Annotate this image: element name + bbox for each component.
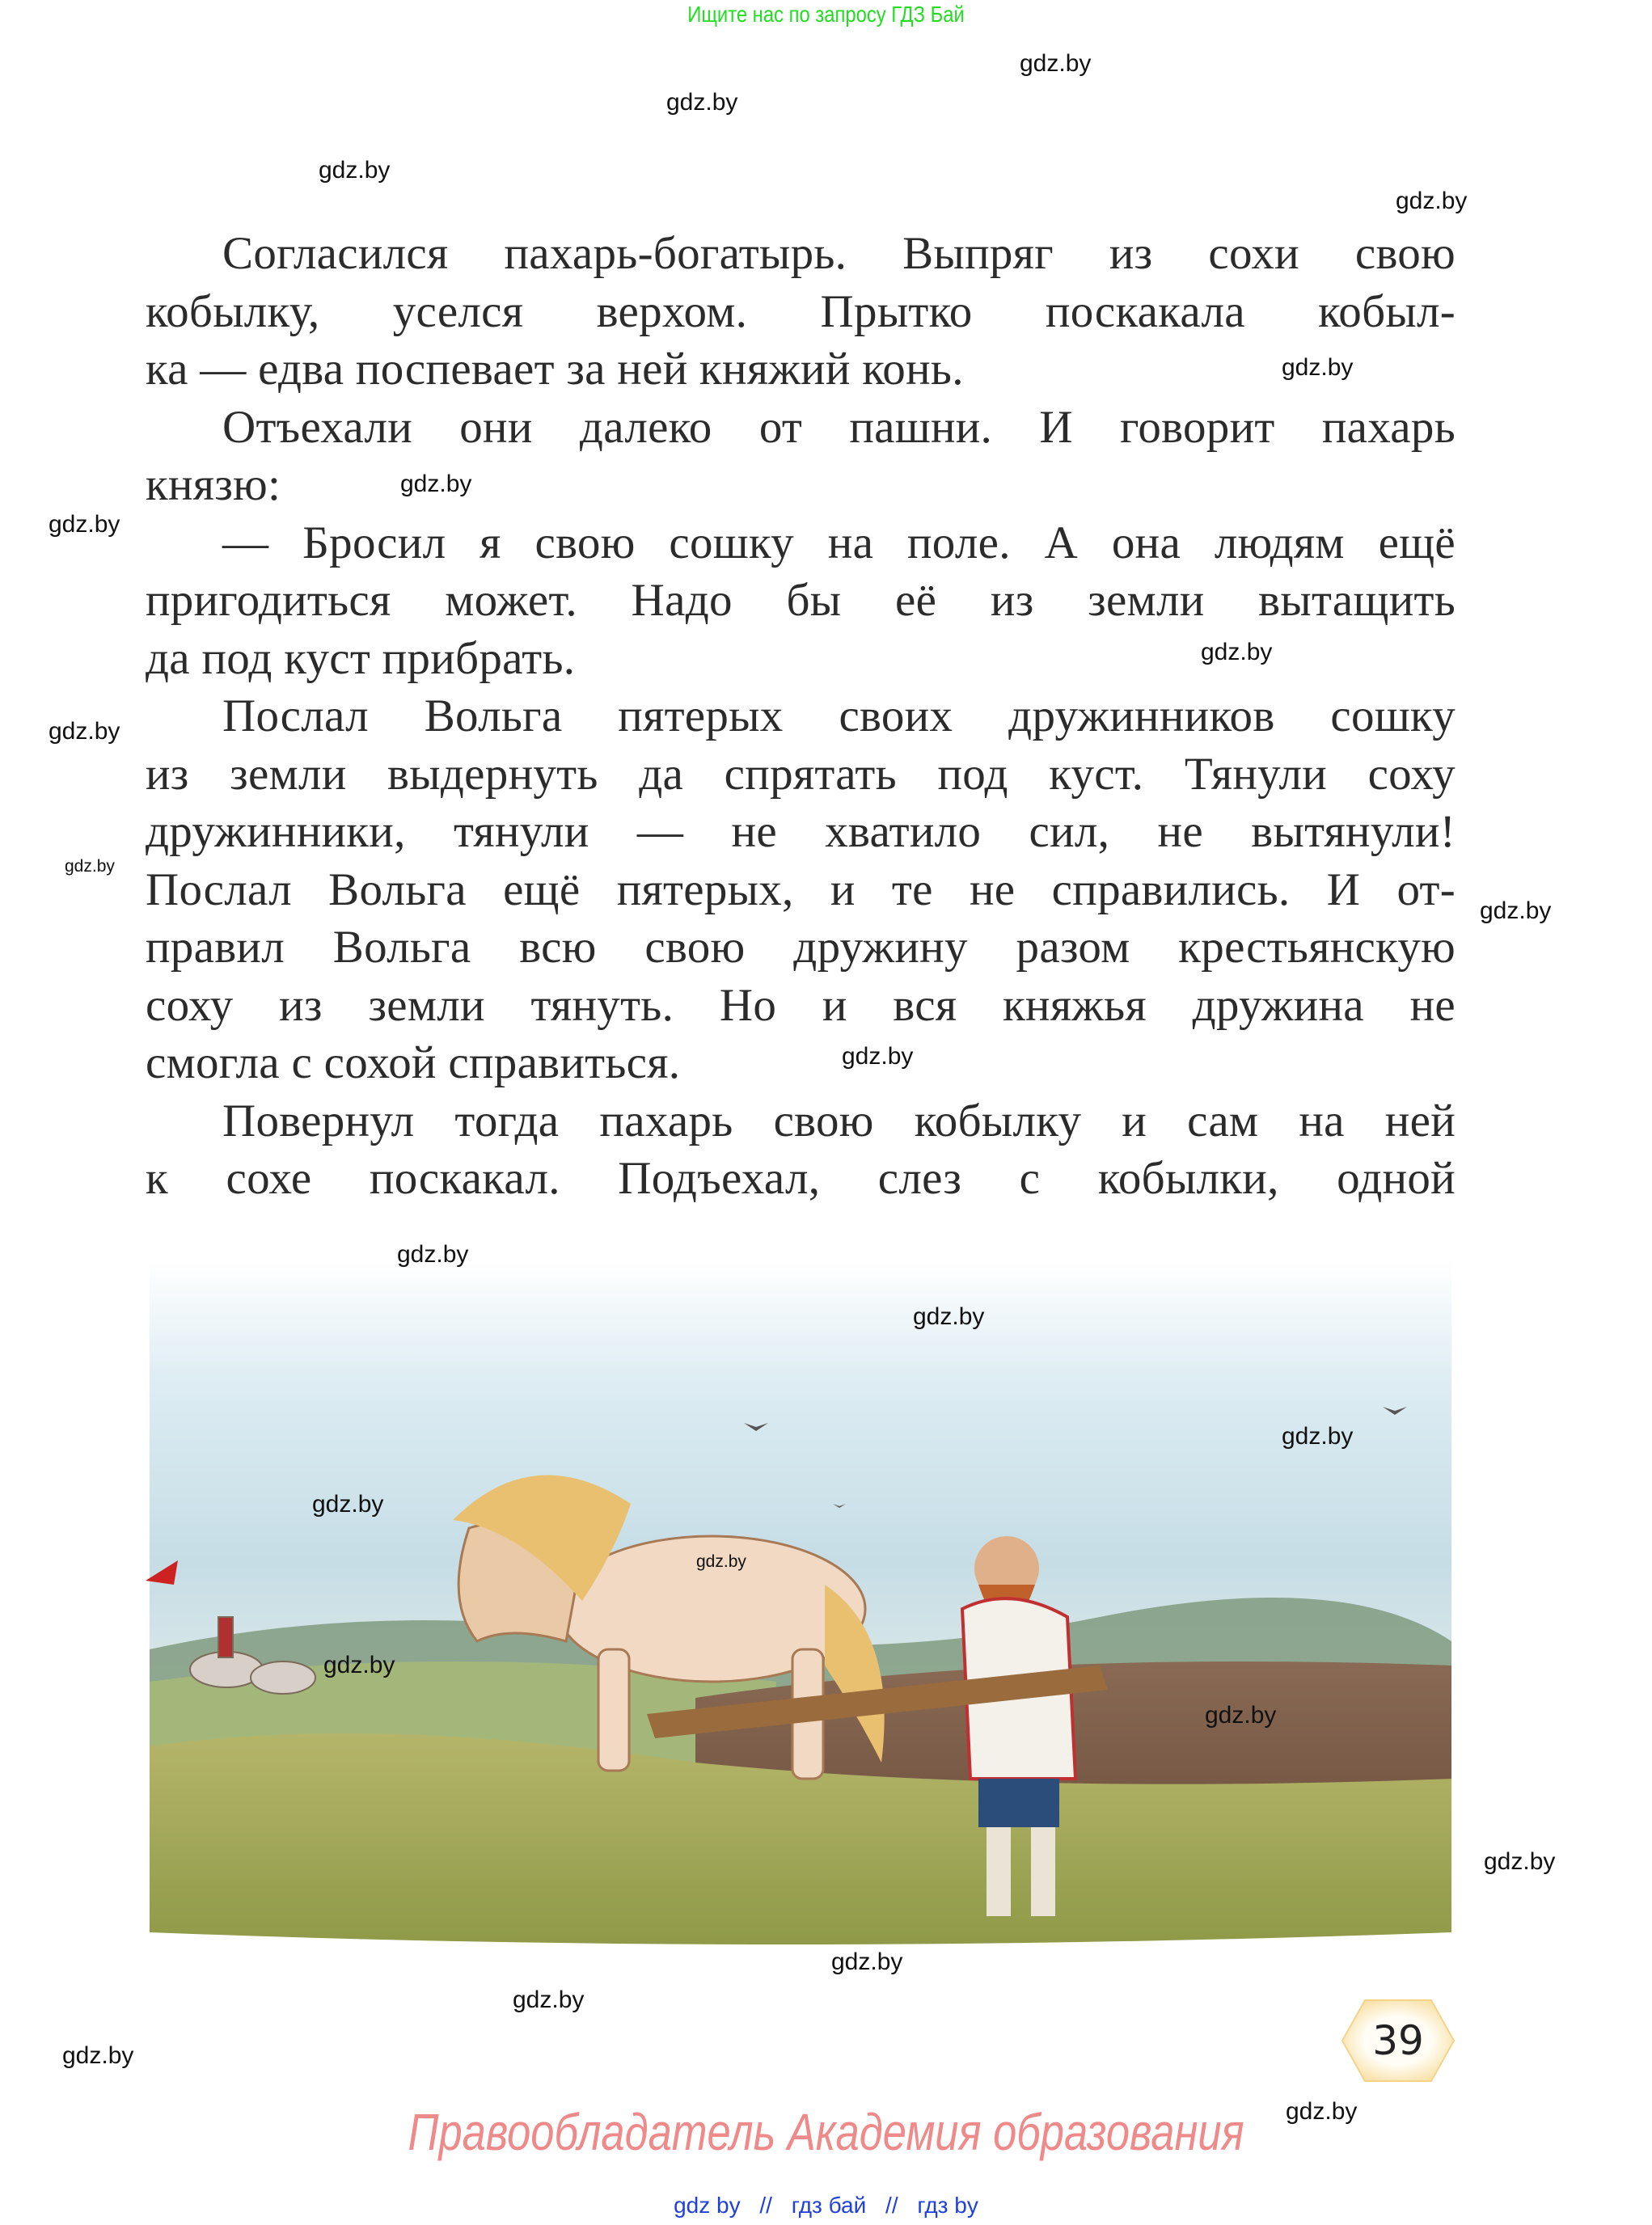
watermark: gdz.by xyxy=(842,1043,914,1070)
watermark: gdz.by xyxy=(62,2042,134,2069)
watermark: gdz.by xyxy=(1205,1702,1277,1729)
watermark: gdz.by xyxy=(397,1241,469,1268)
footer-link-gdz-bai[interactable]: гдз бай xyxy=(791,2193,867,2218)
watermark: gdz.by xyxy=(1201,639,1273,665)
watermark: gdz.by xyxy=(1020,50,1092,77)
footer-link-gdz-by[interactable]: gdz by xyxy=(674,2193,741,2218)
text-line: Согласился пахарь-богатырь. Выпряг из сохи свою xyxy=(222,228,1456,279)
text-line: кобылку, уселся верхом. Прытко поскакала кобыл- xyxy=(146,285,1456,337)
footer-separator: // xyxy=(885,2193,898,2218)
text-line: ка — едва поспевает за ней княжий конь. xyxy=(146,344,964,395)
watermark: gdz.by xyxy=(831,1948,903,1975)
text-line: — Бросил я свою сошку на поле. А она людям ещё xyxy=(222,517,1456,568)
watermark: gdz.by xyxy=(1282,1423,1354,1450)
text-line: да под куст прибрать. xyxy=(146,632,576,684)
watermark: gdz.by xyxy=(312,1491,384,1518)
text-line: дружинники, тянули — не хватило сил, не вытянули! xyxy=(146,806,1456,857)
watermark: gdz.by xyxy=(696,1552,746,1571)
footer-separator: // xyxy=(759,2193,772,2218)
watermark: gdz.by xyxy=(323,1652,395,1678)
text-line: соху из земли тянуть. Но и вся княжья дружина не xyxy=(146,979,1456,1031)
rights-holder-notice: Правообладатель Академия образования xyxy=(408,2103,1244,2161)
text-line: Послал Вольга пятерых своих дружинников сошку xyxy=(222,690,1456,741)
text-line: правил Вольга всю свою дружину разом крестьянскую xyxy=(146,922,1456,973)
text-line: Повернул тогда пахарь свою кобылку и сам на ней xyxy=(222,1095,1456,1146)
watermark: gdz.by xyxy=(319,157,391,184)
watermark: gdz.by xyxy=(49,511,120,538)
text-line: Послал Вольга ещё пятерых, и те не справились. И от- xyxy=(146,863,1456,915)
watermark: gdz.by xyxy=(49,718,120,745)
watermark: gdz.by xyxy=(1480,897,1552,924)
text-line: пригодиться может. Надо бы её из земли вытащить xyxy=(146,575,1456,626)
text-line: князю: xyxy=(146,459,281,510)
watermark: gdz.by xyxy=(400,471,472,497)
text-line: смогла с сохой справиться. xyxy=(146,1037,681,1088)
watermark: gdz.by xyxy=(65,857,115,876)
text-line: к сохе поскакал. Подъехал, слез с кобылки, одной xyxy=(146,1153,1456,1204)
page-number: 39 xyxy=(1372,2017,1424,2064)
story-text xyxy=(146,225,1456,1208)
footer-link-gdz-by-cyr[interactable]: гдз by xyxy=(917,2193,978,2218)
text-line: Отъехали они далеко от пашни. И говорит пахарь xyxy=(222,401,1456,453)
illustration-ploughman-and-horse xyxy=(129,1261,1464,1957)
watermark: gdz.by xyxy=(513,1986,585,2013)
watermark: gdz.by xyxy=(1484,1848,1556,1875)
footer-links xyxy=(0,2193,1652,2219)
watermark: gdz.by xyxy=(1286,2098,1358,2125)
text-line: из земли выдернуть да спрятать под куст. Тянули соху xyxy=(146,748,1456,800)
watermark: gdz.by xyxy=(1396,188,1468,214)
page-number-badge xyxy=(1341,1997,1456,2084)
watermark: gdz.by xyxy=(913,1303,985,1330)
watermark: gdz.by xyxy=(1282,354,1354,381)
watermark: gdz.by xyxy=(666,89,738,116)
search-note: Ищите нас по запросу ГДЗ Бай xyxy=(687,2,965,27)
